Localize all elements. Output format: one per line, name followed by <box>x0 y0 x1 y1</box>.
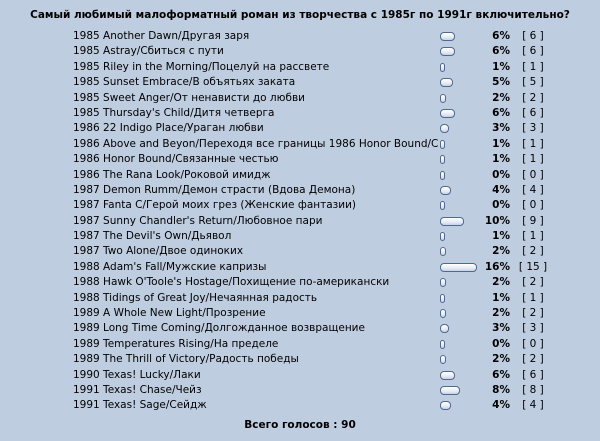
poll-option-percent: 3% <box>492 122 510 135</box>
poll-option-percent: 10% <box>484 214 510 227</box>
poll-result-bar <box>440 32 455 41</box>
total-votes: Всего голосов : 90 <box>244 419 356 431</box>
vote-count-value: 1 <box>529 230 537 243</box>
poll-option-percent: 0% <box>492 168 510 181</box>
vote-count-value: 2 <box>529 91 537 104</box>
poll-option-votes: [ 0 ] <box>522 199 544 212</box>
poll-option-label: 1988 Tidings of Great Joy/Нечаянная радость <box>73 291 318 304</box>
vote-count-value: 8 <box>529 383 537 396</box>
vote-count-value: 4 <box>529 183 537 196</box>
poll-option-percent: 0% <box>492 199 510 212</box>
poll-result-bar <box>440 186 451 195</box>
poll-option-votes: [ 3 ] <box>522 122 544 135</box>
poll-option-label: 1987 The Devil's Own/Дьявол <box>73 230 232 243</box>
poll-option-percent: 2% <box>492 245 510 258</box>
poll-result-bar <box>440 309 446 318</box>
vote-count-value: 9 <box>529 214 537 227</box>
poll-option-votes: [ 15 ] <box>518 260 548 273</box>
poll-result-bar <box>440 355 446 364</box>
poll-option-votes: [ 1 ] <box>522 137 544 150</box>
poll-result-bar <box>440 171 445 180</box>
poll-option-percent: 1% <box>492 230 510 243</box>
poll-option-label: 1986 Above and Beyon/Переходя все границы 1986 Honor Bound/С <box>73 137 438 150</box>
poll-option-percent: 2% <box>492 276 510 289</box>
poll-option-label: 1987 Sunny Chandler's Return/Любовное пари <box>73 214 323 227</box>
vote-count-value: 2 <box>529 353 537 366</box>
poll-option-percent: 0% <box>492 337 510 350</box>
poll-result-bar <box>440 386 460 395</box>
poll-option-percent: 4% <box>492 399 510 412</box>
poll-option-row <box>0 260 600 275</box>
poll-option-votes: [ 1 ] <box>522 60 544 73</box>
poll-result-bar <box>440 94 446 103</box>
poll-option-votes: [ 6 ] <box>522 30 544 42</box>
poll-option-percent: 6% <box>492 30 510 42</box>
poll-result-bar <box>440 401 451 410</box>
poll-option-percent: 2% <box>492 353 510 366</box>
poll-option-row <box>0 275 600 290</box>
poll-option-votes: [ 6 ] <box>522 106 544 119</box>
poll-option-label: 1991 Texas! Chase/Чейз <box>73 383 202 396</box>
poll-result-bar <box>440 371 455 380</box>
poll-option-row <box>0 29 600 44</box>
poll-result-bar <box>440 140 445 149</box>
poll-option-label: 1989 The Thrill of Victory/Радость победы <box>73 353 299 366</box>
poll-option-votes: [ 2 ] <box>522 245 544 258</box>
poll-option-label: 1986 Honor Bound/Связанные честью <box>73 153 279 166</box>
vote-count-value: 6 <box>529 30 537 42</box>
vote-count-value: 0 <box>529 337 537 350</box>
poll-option-votes: [ 6 ] <box>522 368 544 381</box>
poll-option-row <box>0 321 600 336</box>
vote-count-value: 2 <box>529 276 537 289</box>
vote-count-value: 6 <box>529 45 537 58</box>
poll-result-bar <box>440 201 445 210</box>
vote-count-value: 2 <box>529 245 537 258</box>
poll-option-row <box>0 198 600 213</box>
poll-option-votes: [ 2 ] <box>522 91 544 104</box>
poll-option-row <box>0 121 600 136</box>
poll-result-bar <box>440 232 445 241</box>
poll-option-label: 1985 Sunset Embrace/В объятьях заката <box>73 76 296 89</box>
poll-result-bar <box>440 78 453 87</box>
poll-option-votes: [ 4 ] <box>522 399 544 412</box>
poll-question: Самый любимый малоформатный роман из творчества с 1985г по 1991г включительно? <box>30 9 570 21</box>
poll-option-votes: [ 1 ] <box>522 153 544 166</box>
poll-options <box>0 29 600 414</box>
poll-option-row <box>0 337 600 352</box>
poll-option-label: 1991 Texas! Sage/Сейдж <box>73 399 207 412</box>
poll-option-votes: [ 6 ] <box>522 45 544 58</box>
vote-count-value: 3 <box>529 322 537 335</box>
poll-option-votes: [ 1 ] <box>522 291 544 304</box>
poll-option-votes: [ 2 ] <box>522 276 544 289</box>
poll-result-bar <box>440 324 449 333</box>
poll-option-percent: 1% <box>492 137 510 150</box>
poll-option-votes: [ 1 ] <box>522 230 544 243</box>
poll-option-label: 1990 Texas! Lucky/Лаки <box>73 368 201 381</box>
poll-option-percent: 6% <box>492 368 510 381</box>
poll-option-label: 1985 Astray/Сбиться с пути <box>73 45 224 58</box>
poll-option-percent: 6% <box>492 106 510 119</box>
poll-option-row <box>0 60 600 75</box>
poll-result-bar <box>440 109 455 118</box>
vote-count-value: 1 <box>529 153 537 166</box>
poll-option-row <box>0 214 600 229</box>
poll-option-percent: 16% <box>484 260 510 273</box>
poll-result-bar <box>440 47 455 56</box>
poll-option-votes: [ 9 ] <box>522 214 544 227</box>
poll-option-label: 1988 Hawk O'Toole's Hostage/Похищение по-американски <box>73 276 390 289</box>
poll-option-label: 1986 The Rana Look/Роковой имидж <box>73 168 271 181</box>
poll-option-row <box>0 44 600 59</box>
poll-option-percent: 3% <box>492 322 510 335</box>
poll-result-bar <box>440 294 445 303</box>
poll-result-bar <box>440 155 445 164</box>
poll-option-row <box>0 244 600 259</box>
poll-option-label: 1985 Another Dawn/Другая заря <box>73 30 250 42</box>
poll-result-bar <box>440 340 445 349</box>
poll-option-label: 1987 Demon Rumm/Демон страсти (Вдова Демона) <box>73 183 356 196</box>
poll-option-votes: [ 2 ] <box>522 353 544 366</box>
poll-option-row <box>0 398 600 413</box>
poll-result-bar <box>440 247 446 256</box>
poll-option-label: 1987 Fanta C/Герой моих грез (Женские фантазии) <box>73 199 357 212</box>
vote-count-value: 1 <box>529 60 537 73</box>
poll-result-bar <box>440 124 449 133</box>
vote-count-value: 1 <box>529 137 537 150</box>
poll-option-percent: 6% <box>492 45 510 58</box>
poll-option-label: 1988 Adam's Fall/Мужские капризы <box>73 260 267 273</box>
poll-option-row <box>0 352 600 367</box>
poll-option-row <box>0 183 600 198</box>
poll-option-votes: [ 2 ] <box>522 307 544 320</box>
poll-option-label: 1986 22 Indigo Place/Ураган любви <box>73 122 264 135</box>
poll-option-percent: 5% <box>492 76 510 89</box>
poll-option-percent: 1% <box>492 291 510 304</box>
vote-count-value: 2 <box>529 307 537 320</box>
vote-count-value: 4 <box>529 399 537 412</box>
poll-option-label: 1987 Two Alone/Двое одиноких <box>73 245 244 258</box>
poll-result-bar <box>440 278 446 287</box>
poll-option-row <box>0 91 600 106</box>
poll-result-bar <box>440 63 445 72</box>
poll-option-label: 1985 Sweet Anger/От ненависти до любви <box>73 91 305 104</box>
poll-option-label: 1989 A Whole New Light/Прозрение <box>73 307 266 320</box>
poll-option-label: 1985 Thursday's Child/Дитя четверга <box>73 106 275 119</box>
poll-option-votes: [ 0 ] <box>522 337 544 350</box>
poll-option-votes: [ 0 ] <box>522 168 544 181</box>
vote-count-value: 5 <box>529 76 537 89</box>
poll-result-bar <box>440 217 464 226</box>
poll-option-percent: 8% <box>492 383 510 396</box>
poll-option-percent: 2% <box>492 91 510 104</box>
vote-count-value: 3 <box>529 122 537 135</box>
poll-option-row <box>0 383 600 398</box>
vote-count-value: 6 <box>529 106 537 119</box>
vote-count-value: 1 <box>529 291 537 304</box>
poll-option-percent: 4% <box>492 183 510 196</box>
poll-option-row <box>0 152 600 167</box>
poll-option-percent: 2% <box>492 307 510 320</box>
poll-option-row <box>0 291 600 306</box>
poll-result-bar <box>440 263 477 272</box>
vote-count-value: 15 <box>526 260 540 273</box>
poll-option-row <box>0 306 600 321</box>
vote-count-value: 0 <box>529 199 537 212</box>
poll-option-row <box>0 75 600 90</box>
poll-option-votes: [ 4 ] <box>522 183 544 196</box>
vote-count-value: 0 <box>529 168 537 181</box>
poll-option-row <box>0 106 600 121</box>
poll-option-row <box>0 137 600 152</box>
poll-option-label: 1989 Temperatures Rising/На пределе <box>73 337 279 350</box>
vote-count-value: 6 <box>529 368 537 381</box>
poll-option-label: 1985 Riley in the Morning/Поцелуй на рассвете <box>73 60 330 73</box>
poll-option-votes: [ 5 ] <box>522 76 544 89</box>
poll-option-votes: [ 3 ] <box>522 322 544 335</box>
poll-option-votes: [ 8 ] <box>522 383 544 396</box>
poll-option-percent: 1% <box>492 153 510 166</box>
poll-option-percent: 1% <box>492 60 510 73</box>
poll-option-label: 1989 Long Time Coming/Долгожданное возвращение <box>73 322 365 335</box>
poll-option-row <box>0 168 600 183</box>
poll-option-row <box>0 229 600 244</box>
poll-option-row <box>0 368 600 383</box>
